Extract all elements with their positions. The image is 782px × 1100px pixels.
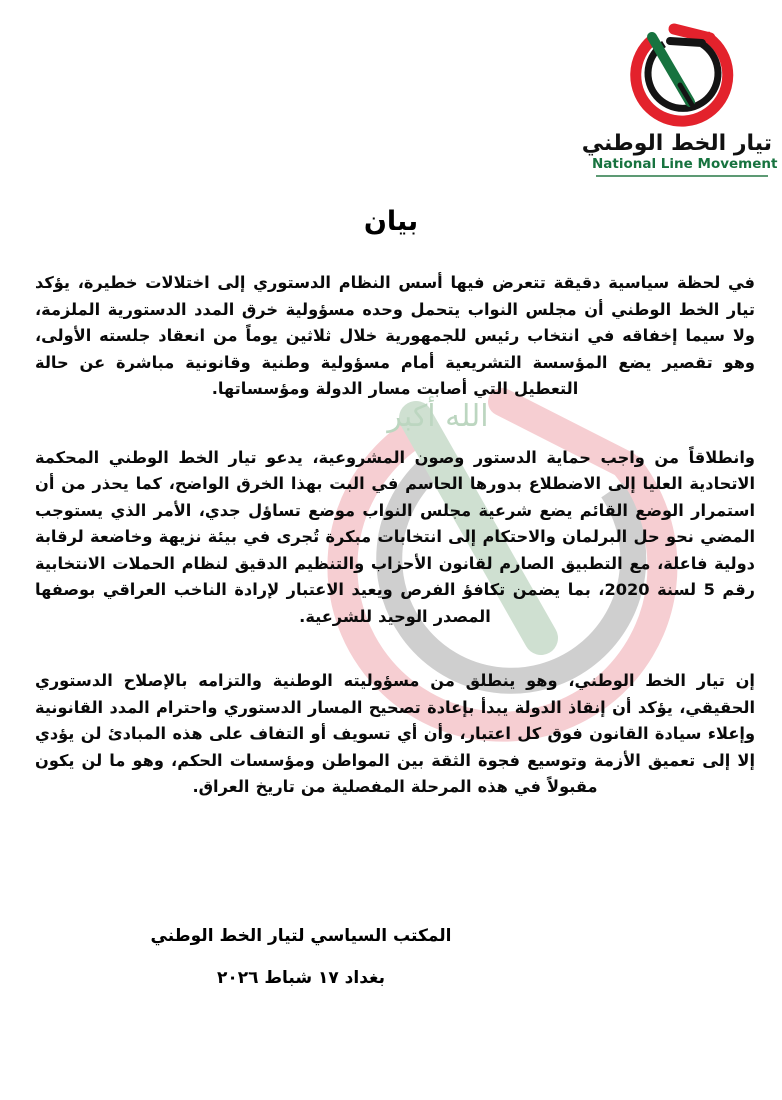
paragraph-3: إن تيار الخط الوطني، وهو ينطلق من مسؤوليته الوطنية والتزامه بالإصلاح الدستوري الحقيقي، يؤكد أن إنقاذ الدولة يبدأ بإعادة تصحيح المسار الدستوري واحترام المدد القانونية وإعلاء سيادة القانون فوق كل اعتبار، وأن أي تسويف أو التفاف على هذه المبادئ لن يؤدي إلا إلى تعميق الأزمة وتوسيع فجوة الثقة بين المواطن ومؤسسات الحكم، وهو ما لن يكون مقبولاً في هذه المرحلة المفصلية من تاريخ العراق. (35, 671, 755, 796)
logo-english-name: National Line Movement (592, 156, 778, 173)
signature-dateline: بغداد ١٧ شباط ٢٠٢٦ (216, 968, 386, 989)
paragraph-1: في لحظة سياسية دقيقة تتعرض فيها أسس النظام الدستوري إلى اختلالات خطيرة، يؤكد تيار الخط الوطني أن مجلس النواب يتحمل وحده مسؤولية خرق المدد الدستورية الملزمة، ولا سيما إخفاقه في انتخاب رئيس للجمهورية خلال ثلاثين يوماً من انعقاد جلسته الأولى، وهو تقصير يضع المؤسسة التشريعية أمام مسؤولية وطنية وقانونية مباشرة عن حالة التعطيل التي أصابت مسار الدولة ومؤسساتها. (35, 273, 755, 398)
takbir-watermark-text: الله أكبر (387, 399, 489, 434)
paragraph-2: وانطلاقاً من واجب حماية الدستور وصون المشروعية، يدعو تيار الخط الوطني المحكمة الاتحادية العليا إلى الاضطلاع بدورها الحاسم في البت بهذا الخرق الواضح، كما يحذر من أن استمرار الوضع القائم يضع شرعية مجلس النواب موضع تساؤل جدي، الأمر الذي يستوجب المضي نحو حل البرلمان والاحتكام إلى انتخابات مبكرة تُجرى في بيئة نزيهة وخاضعة لرقابة دولية فاعلة، مع التطبيق الصارم لقانون الأحزاب والتنظيم الدقيق لنظام الحملات الانتخابية رقم 5 لسنة 2020، بما يضمن تكافؤ الفرص ويعيد الاعتبار لإرادة الناخب العراقي بوصفها المصدر الوحيد للشرعية. (35, 447, 755, 626)
page-title: بيان (363, 206, 419, 237)
logo-arabic-name: تيار الخط الوطني (581, 131, 772, 156)
logo-underline (596, 175, 768, 177)
signature-organization: المكتب السياسي لتيار الخط الوطني (150, 926, 452, 946)
signature-block (0, 925, 782, 989)
statement-body (35, 270, 755, 801)
organization-logo (581, 22, 778, 174)
emblem-icon (618, 22, 746, 130)
